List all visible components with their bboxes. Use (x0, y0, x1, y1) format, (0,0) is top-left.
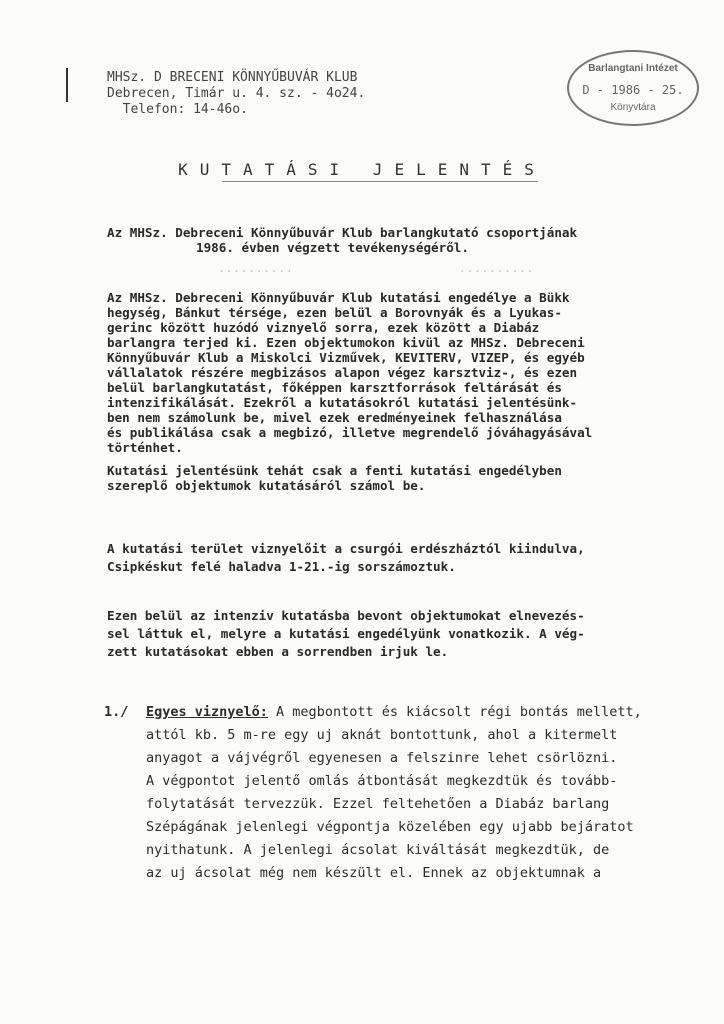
item-heading: Egyes viznyelő: (146, 704, 268, 720)
stamp-library: Könyvtára (610, 102, 656, 113)
scope-paragraph (107, 290, 682, 455)
naming-paragraph (107, 607, 682, 661)
intro-paragraph (107, 225, 682, 255)
item-1-body (146, 701, 691, 885)
text-line: Az MHSz. Debreceni Könnyűbuvár Klub barlangkutató csoportjának (107, 225, 578, 240)
area-numbering-paragraph (107, 540, 682, 576)
item-number: 1./ (104, 704, 129, 720)
text-line: gerinc között huzódó viznyelő sorra, ezek között a Diabáz (107, 320, 540, 335)
report-scope-paragraph (107, 463, 682, 493)
letterhead (107, 70, 365, 118)
margin-mark (66, 68, 68, 102)
text-line: belül barlangkutatást, főképpen karsztforrások feltárását és (107, 380, 562, 395)
text-line: Könnyűbuvár Klub a Miskolci Vizművek, KEVITERV, VIZEP, és egyéb (107, 350, 585, 365)
text-line: Csipkéskut felé haladva 1-21.-ig sorszámoztuk. (107, 559, 456, 574)
text-line: barlangra terjed ki. Ezen objektumokon kivül az MHSz. Debreceni (107, 335, 585, 350)
text-line: folytatását tervezzük. Ezzel feltehetően a Diabáz barlang (146, 796, 610, 812)
text-line: és publikálása csak a megbizó, illetve megrendelő jóváhagyásával (107, 425, 593, 440)
text-line: A végpontot jelentő omlás átbontását megkezdtük és tovább- (146, 773, 618, 789)
text-line: Ezen belül az intenziv kutatásba bevont objektumokat elnevezés- (107, 608, 585, 623)
stamp-number: D - 1986 - 25. (582, 83, 684, 97)
text-line: szereplő objektumok kutatásáról számol be. (107, 478, 426, 493)
show-through-text: .......... .......... (150, 260, 534, 275)
text-line: anyagot a vájvégről egyenesen a felszinre lehet csörlözni. (146, 750, 618, 766)
text-line: A megbontott és kiácsolt régi bontás mellett, (267, 704, 642, 720)
text-line: attól kb. 5 m-re egy uj aknát bontottunk, ahol a kitermelt (146, 727, 618, 743)
text-line: sel láttuk el, melyre a kutatási engedélyünk vonatkozik. A vég- (107, 626, 585, 641)
text-line: nyithatunk. A jelenlegi ácsolat kiváltását megkezdtük, de (146, 842, 610, 858)
stamp-institute: Barlangtani Intézet (588, 63, 678, 74)
document-title: KUTATÁSI JELENTÉS (178, 160, 546, 179)
text-line: 1986. évben végzett tevékenységéről. (196, 240, 469, 255)
letterhead-line-1: MHSz. D BRECENI KÖNNYŰBUVÁR KLUB (107, 70, 358, 85)
text-line: az uj ácsolat még nem készült el. Ennek az objektumnak a (146, 865, 602, 881)
letterhead-line-3: Telefon: 14-46o. (122, 102, 248, 117)
text-line: Az MHSz. Debreceni Könnyűbuvár Klub kutatási engedélye a Bükk (107, 290, 570, 305)
text-line: intenzifikálását. Ezekről a kutatásokról kutatási jelentésünk- (107, 395, 578, 410)
text-line: vállalatok részére megbizásos alapon végez karsztviz-, és ezen (107, 365, 578, 380)
letterhead-line-2: Debrecen, Timár u. 4. sz. - 4o24. (107, 86, 366, 101)
text-line: Kutatási jelentésünk tehát csak a fenti kutatási engedélyben (107, 463, 562, 478)
text-line: zett kutatásokat ebben a sorrendben irjuk le. (107, 644, 449, 659)
library-stamp (567, 50, 699, 126)
text-line: hegység, Bánkut térsége, ezen belül a Borovnyák és a Lyukas- (107, 305, 562, 320)
text-line: ben nem számolunk be, mivel ezek eredményeinek felhasználása (107, 410, 562, 425)
text-line: Szépágának jelenlegi végpontja közelében egy ujabb bejáratot (146, 819, 634, 835)
title-underline (222, 181, 538, 182)
text-line: történhet. (107, 440, 183, 455)
text-line: A kutatási terület viznyelőit a csurgói erdészháztól kiindulva, (107, 541, 585, 556)
